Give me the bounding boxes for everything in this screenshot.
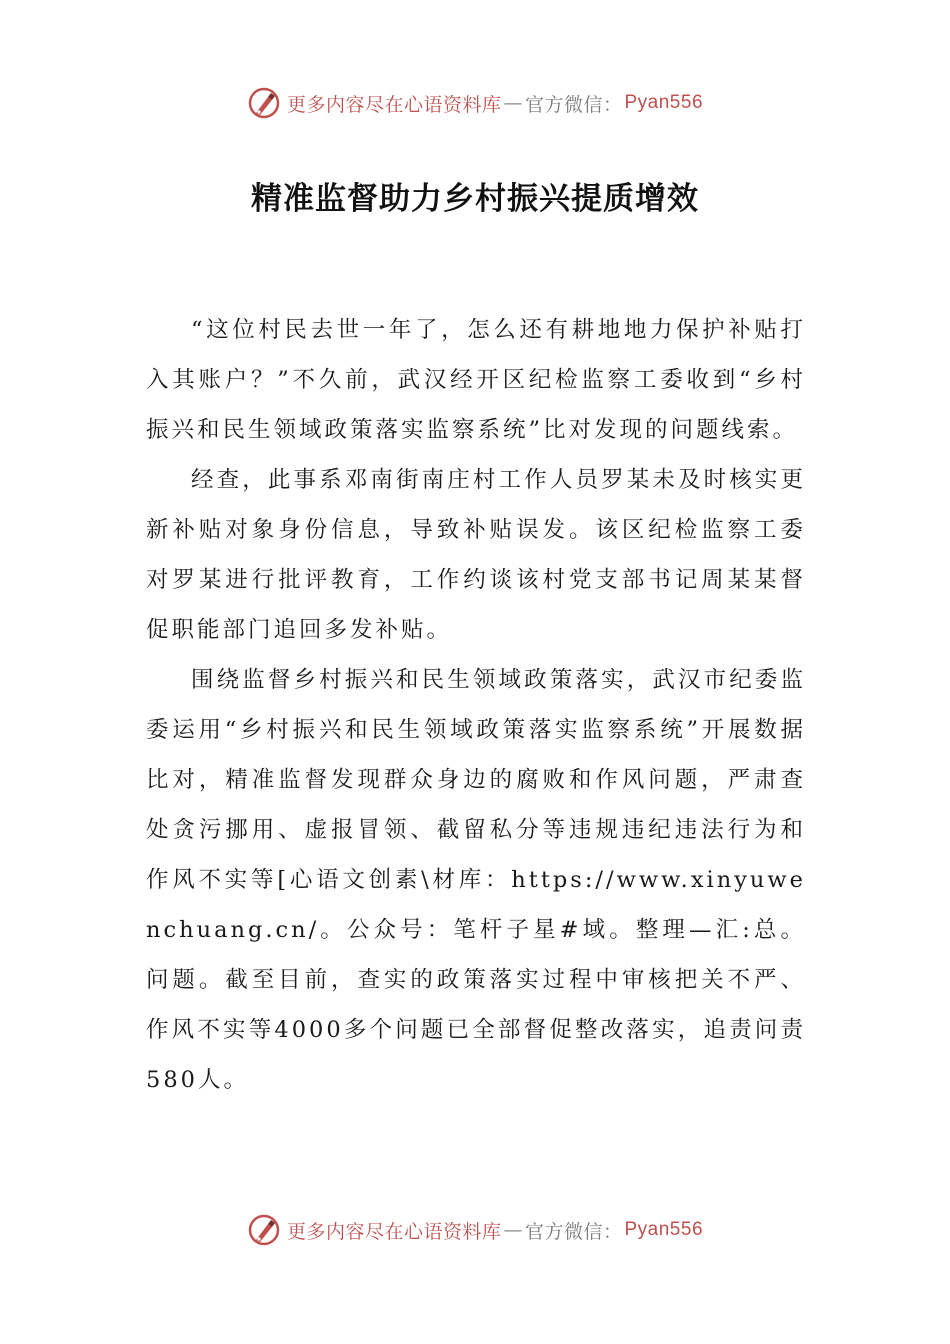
watermark-wechat-id: Pyan556 xyxy=(624,92,704,113)
watermark-brand-text: 更多内容尽在心语资料库 xyxy=(286,1220,502,1243)
body-paragraph-2: 经查，此事系邓南街南庄村工作人员罗某未及时核实更新补贴对象身份信息，导致补贴误发。该区纪检监察工委对罗某进行批评教育，工作约谈该村党支部书记周某某督促职能部门追回多发补贴。 xyxy=(146,467,806,643)
watermark-official-label: 官方微信： xyxy=(524,93,623,116)
header-watermark-banner xyxy=(0,83,950,123)
watermark-wechat-id: Pyan556 xyxy=(624,1219,704,1240)
pen-nib-logo-icon xyxy=(247,86,281,120)
watermark-separator: — xyxy=(503,92,523,114)
watermark-official-label: 官方微信： xyxy=(524,1220,623,1243)
document-body xyxy=(146,305,806,1105)
watermark-brand-text: 更多内容尽在心语资料库 xyxy=(286,93,502,116)
document-title: 精准监督助力乡村振兴提质增效 xyxy=(251,181,699,217)
body-paragraph-1: “这位村民去世一年了，怎么还有耕地地力保护补贴打入其账户？”不久前，武汉经开区纪检监察工委收到“乡村振兴和民生领域政策落实监察系统”比对发现的问题线索。 xyxy=(146,317,806,443)
watermark-separator: — xyxy=(503,1219,523,1241)
body-paragraph-3: 围绕监督乡村振兴和民生领域政策落实，武汉市纪委监委运用“乡村振兴和民生领域政策落实监察系统”开展数据比对，精准监督发现群众身边的腐败和作风问题，严肃查处贪污挪用、虚报冒领、截留私分等违规违纪违法行为和作风不实等[心语文创素\材库：https://www.xinyuwenchuang.cn/。公众号：笔杆子星#域。整理—汇:总。问题。截至目前，查实的政策落实过程中审核把关不严、作风不实等4000多个问题已全部督促整改落实，追责问责580人。 xyxy=(146,667,806,1093)
footer-watermark-banner xyxy=(0,1210,950,1250)
pen-nib-logo-icon xyxy=(247,1213,281,1247)
